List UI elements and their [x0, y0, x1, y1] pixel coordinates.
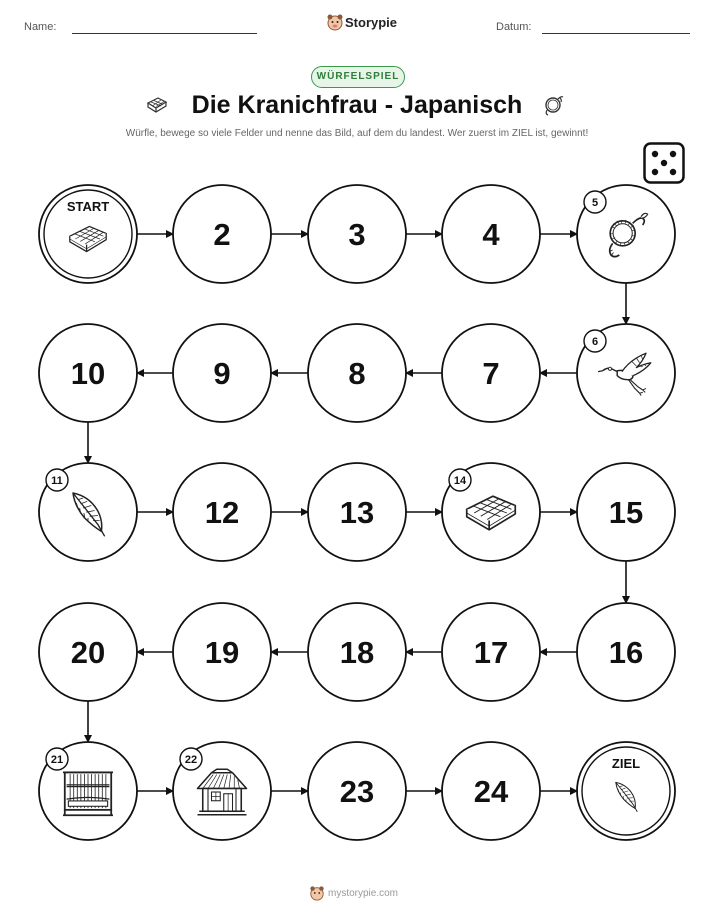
board-space-7: [442, 324, 540, 422]
board-space-15: [577, 463, 675, 561]
finish-label: ZIEL: [611, 756, 641, 771]
space-number: 16: [608, 635, 644, 670]
space-number: 4: [482, 217, 500, 252]
board-space-20: [39, 603, 137, 701]
name-label: Name:: [24, 21, 57, 33]
board-space-18: [308, 603, 406, 701]
board-space-2: [173, 185, 271, 283]
board-space-21: [39, 742, 137, 840]
board-space-16: [577, 603, 675, 701]
brand-name: Storypie: [345, 15, 398, 30]
space-number: 20: [70, 635, 106, 670]
board-space-3: [308, 185, 406, 283]
board-space-14: [442, 463, 540, 561]
date-label: Datum:: [496, 21, 532, 33]
space-number: 21: [50, 754, 64, 766]
game-type-badge: WÜRFELSPIEL: [311, 66, 405, 88]
space-number: 5: [591, 197, 599, 209]
page-title: Die Kranichfrau - Japanisch: [191, 91, 523, 119]
space-number: 12: [204, 495, 240, 530]
space-number: 19: [204, 635, 240, 670]
space-number: 14: [453, 475, 467, 487]
space-number: 9: [213, 356, 231, 391]
finish-space: [577, 742, 675, 840]
board-space-13: [308, 463, 406, 561]
start-space: [39, 185, 137, 283]
space-number: 22: [184, 754, 198, 766]
space-number: 3: [348, 217, 366, 252]
board-space-22: [173, 742, 271, 840]
start-label: START: [66, 199, 110, 214]
space-number: 13: [339, 495, 375, 530]
board-space-6: [577, 324, 675, 422]
space-number: 8: [348, 356, 366, 391]
board-space-10: [39, 324, 137, 422]
board-space-24: [442, 742, 540, 840]
board-space-12: [173, 463, 271, 561]
space-number: 7: [482, 356, 500, 391]
space-number: 2: [213, 217, 231, 252]
space-number: 18: [339, 635, 375, 670]
space-number: 17: [473, 635, 509, 670]
board-space-4: [442, 185, 540, 283]
board-space-23: [308, 742, 406, 840]
space-number: 23: [339, 774, 375, 809]
space-number: 6: [591, 336, 599, 348]
board-space-11: [39, 463, 137, 561]
loom-icon: [63, 772, 113, 815]
board-space-5: [577, 185, 675, 283]
storypie-footer-logo-icon: [309, 885, 325, 901]
board-space-17: [442, 603, 540, 701]
space-number: 15: [608, 495, 644, 530]
board-space-19: [173, 603, 271, 701]
instructions: Würfle, bewege so viele Felder und nenne das Bild, auf dem du landest. Wer zuerst im ZIEL ist, gewinnt!: [125, 128, 589, 139]
footer-url: mystorypie.com: [328, 888, 399, 899]
space-number: 11: [51, 475, 63, 487]
board-space-8: [308, 324, 406, 422]
board-space-9: [173, 324, 271, 422]
space-number: 24: [473, 774, 509, 809]
space-number: 10: [70, 356, 106, 391]
